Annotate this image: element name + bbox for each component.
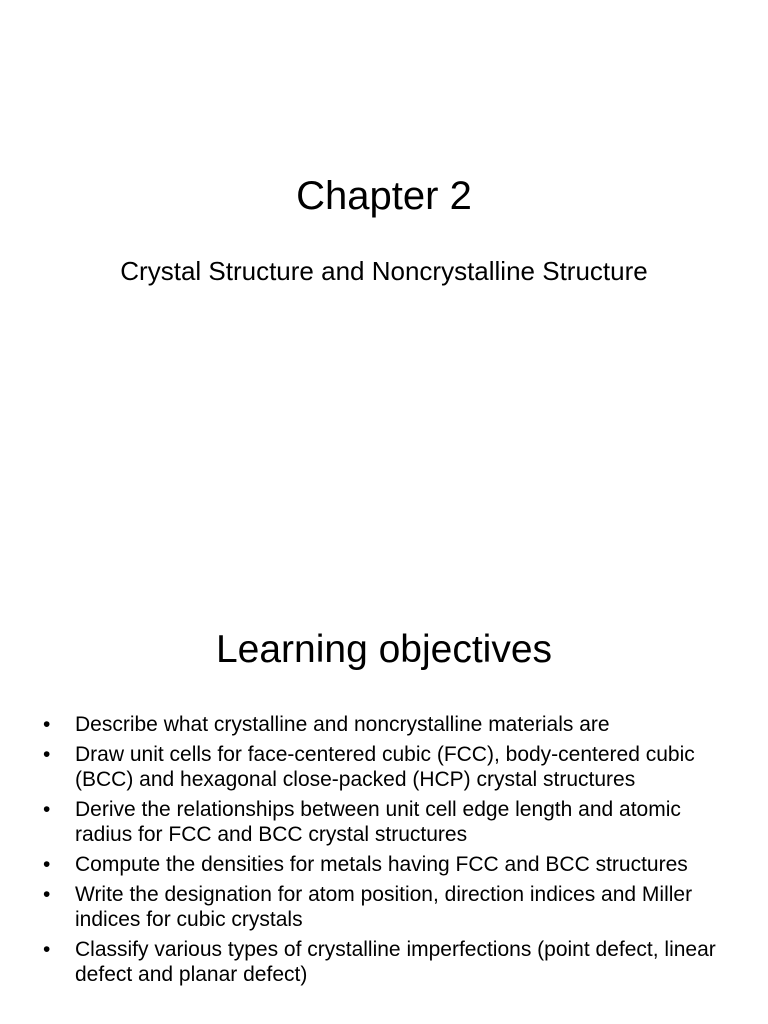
bullet-icon: • [43, 883, 51, 906]
list-item [40, 882, 740, 932]
objectives-title: Learning objectives [215, 628, 553, 671]
objectives-slide [0, 576, 768, 1024]
bullet-icon: • [43, 713, 51, 736]
list-item [40, 797, 740, 847]
bullet-icon: • [43, 938, 51, 961]
objective-text: Classify various types of crystalline imperfections (point defect, linear defect and planar defect) [75, 938, 716, 986]
list-item [40, 937, 740, 987]
objective-text: Draw unit cells for face-centered cubic (FCC), body-centered cubic (BCC) and hexagonal close-packed (HCP) crystal structures [75, 743, 695, 791]
list-item [40, 742, 740, 792]
objective-text: Derive the relationships between unit cell edge length and atomic radius for FCC and BCC crystal structures [75, 798, 681, 846]
bullet-icon: • [43, 798, 51, 821]
objective-text: Describe what crystalline and noncrystalline materials are [75, 713, 610, 736]
list-item [40, 712, 740, 737]
chapter-title: Chapter 2 [296, 174, 472, 218]
chapter-subtitle: Crystal Structure and Noncrystalline Structure [120, 256, 648, 286]
list-item [40, 852, 740, 877]
bullet-icon: • [43, 853, 51, 876]
objective-text: Write the designation for atom position, direction indices and Miller indices for cubic crystals [75, 883, 693, 931]
bullet-icon: • [43, 743, 51, 766]
objectives-list [40, 712, 740, 992]
objective-text: Compute the densities for metals having FCC and BCC structures [75, 853, 688, 876]
